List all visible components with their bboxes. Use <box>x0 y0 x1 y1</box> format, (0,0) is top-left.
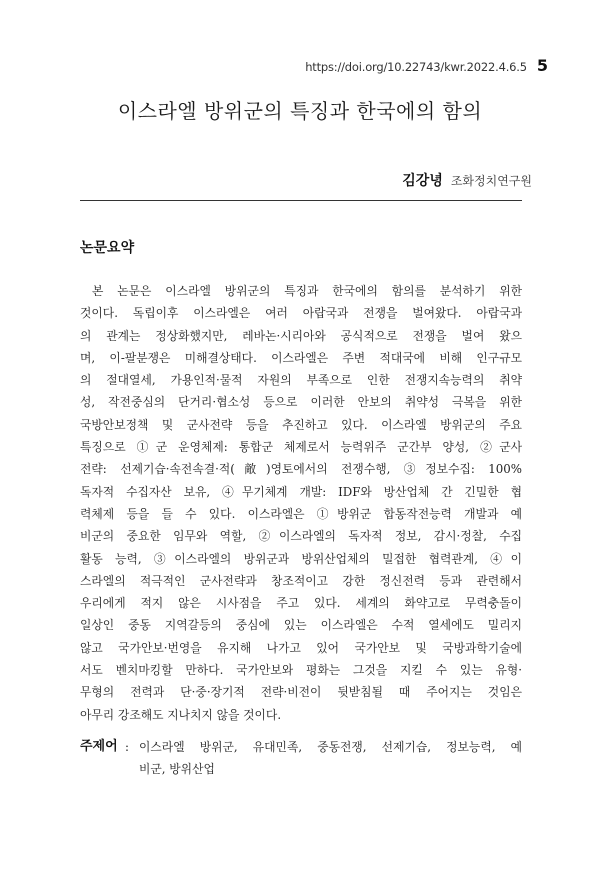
author-affiliation: 조화정치연구원 <box>450 174 532 188</box>
author-name: 김강녕 <box>402 173 443 189</box>
abstract-heading: 논문요약 <box>80 240 135 256</box>
abstract-line: 아무리 강조해도 지나치지 않을 것이다. <box>80 707 282 722</box>
abstract-line: 독자적 수집자산 보유, ④무기체계 개발: IDF와 방산업체 간 긴밀한 협 <box>80 484 522 499</box>
abstract-line: 비군의 중요한 임무와 역할, ②이스라엘의 독자적 정보, 감시·정찰, 수집 <box>80 529 522 544</box>
abstract-line: 전략: 선제기습·속전속결·적(敵)영토에서의 전쟁수행, ③정보수집: 100% <box>80 462 522 477</box>
divider <box>80 200 522 201</box>
page-number: 5 <box>536 56 548 75</box>
abstract-line: 본 논문은 이스라엘 방위군의 특징과 한국에의 함의를 분석하기 위한 <box>92 284 522 298</box>
abstract-line: 의 관계는 정상화했지만, 레바논·시리아와 공식적으로 전쟁을 벌여 왔으 <box>80 328 522 343</box>
abstract-line: 것이다. 독립이후 이스라엘은 여러 아랍국과 전쟁을 벌여왔다. 아랍국과 <box>80 306 522 321</box>
abstract-line: 며, 이-팔분쟁은 미해결상태다. 이스라엘은 주변 적대국에 비해 인구규모 <box>80 350 522 365</box>
keywords-colon: : <box>125 740 129 754</box>
keywords-block <box>80 736 522 781</box>
abstract-line: 성, 작전중심의 단거리·협소성 등으로 이러한 안보의 취약성 극복을 위한 <box>80 395 522 410</box>
abstract-line: 일상인 중동 지역갈등의 중심에 있는 이스라엘은 수적 열세에도 밀리지 <box>80 618 522 633</box>
keywords-row <box>80 736 522 758</box>
abstract-line: 스라엘의 적극적인 군사전략과 창조적이고 강한 정신전력 등과 관련해서 <box>80 573 522 588</box>
abstract-line: 활동 능력, ③이스라엘의 방위군과 방위산업체의 밀접한 협력관계, ④이 <box>80 551 522 566</box>
abstract-line: 의 절대열세, 가용인적·물적 자원의 부족으로 인한 전쟁지속능력의 취약 <box>80 373 522 388</box>
abstract-line: 력체제 등을 들 수 있다. 이스라엘은 ①방위군 합동작전능력 개발과 예 <box>80 506 522 521</box>
running-header <box>305 56 548 75</box>
paper-title: 이스라엘 방위군의 특징과 한국에의 함의 <box>117 99 483 123</box>
keywords-label: 주제어 <box>80 739 118 754</box>
abstract-line: 않고 국가안보·번영을 유지해 나가고 있어 국가안보 및 국방과학기술에 <box>80 640 522 655</box>
abstract-line: 서도 벤치마킹할 만하다. 국가안보와 평화는 그것을 지킬 수 있는 유형· <box>80 663 522 678</box>
author-line <box>402 170 532 190</box>
abstract-line: 무형의 전력과 단·중·장기적 전략·비전이 뒷받침될 때 주어지는 것임은 <box>80 685 522 700</box>
doi-text: https://doi.org/10.22743/kwr.2022.4.6.5 <box>305 60 527 74</box>
abstract-line: 특징으로 ①군 운영체제: 통합군 체제로서 능력위주 군간부 양성, ②군사 <box>80 440 522 455</box>
keywords-row <box>80 758 522 780</box>
keywords-text: 이스라엘 방위군, 유대민족, 중동전쟁, 선제기습, 정보능력, 예 <box>139 740 522 754</box>
abstract-body <box>80 280 522 726</box>
keywords-text: 비군, 방위산업 <box>139 762 215 777</box>
abstract-line: 국방안보정책 및 군사전략 등을 추진하고 있다. 이스라엘 방위군의 주요 <box>80 417 522 432</box>
abstract-line: 우리에게 적지 않은 시사점을 주고 있다. 세계의 화약고로 무력충돌이 <box>80 596 522 611</box>
